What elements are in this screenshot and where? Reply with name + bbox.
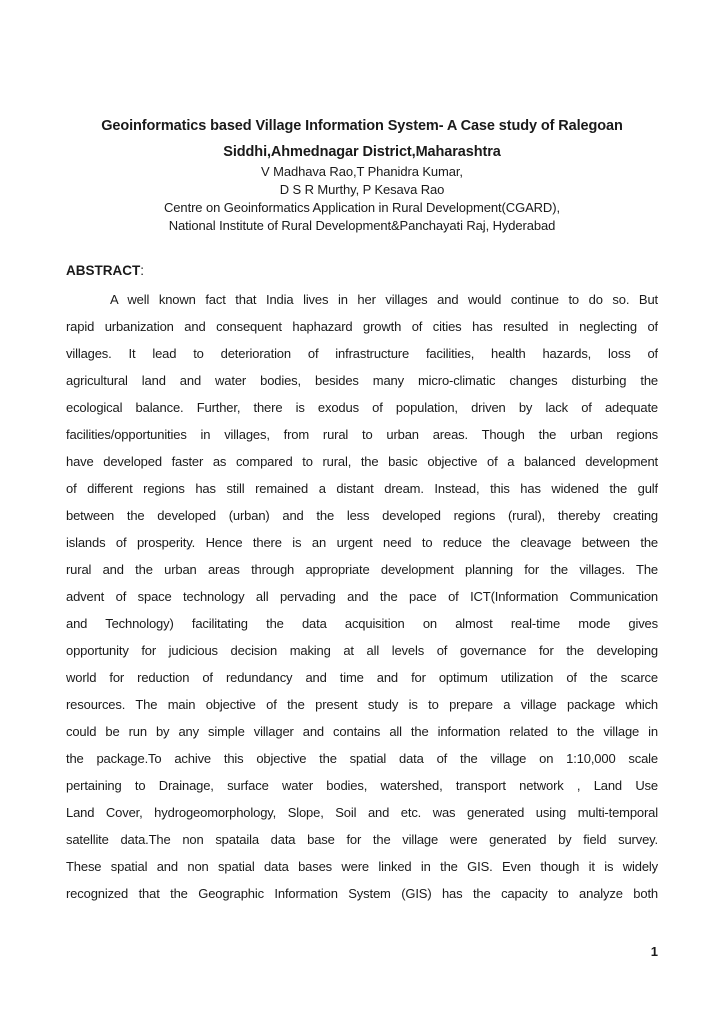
abstract-line: opportunity for judicious decision making at all levels of governance for the developing	[66, 643, 658, 658]
abstract-line: of different regions has still remained a distant dream. Instead, this has widened the gulf	[66, 481, 658, 496]
abstract-line: facilities/opportunities in villages, from rural to urban areas. Though the urban regions	[66, 427, 658, 442]
abstract-line: These spatial and non spatial data bases were linked in the GIS. Even though it is widely	[66, 859, 658, 874]
abstract-line: satellite data.The non spataila data base for the village were generated by field survey.	[66, 832, 658, 847]
abstract-line: rural and the urban areas through appropriate development planning for the villages. The	[66, 562, 658, 577]
abstract-line: resources. The main objective of the present study is to prepare a village package which	[66, 697, 658, 712]
byline-block	[66, 163, 658, 235]
abstract-heading-label: ABSTRACT	[66, 263, 141, 278]
abstract-line: have developed faster as compared to rural, the basic objective of a balanced development	[66, 454, 658, 469]
abstract-line: world for reduction of redundancy and time and for optimum utilization of the scarce	[66, 670, 658, 685]
authors-line-1: V Madhava Rao,T Phanidra Kumar,	[261, 164, 463, 179]
abstract-line: could be run by any simple villager and contains all the information related to the village in	[66, 724, 658, 739]
abstract-line: A well known fact that India lives in her villages and would continue to do so. But	[110, 292, 658, 307]
authors-line-2: D S R Murthy, P Kesava Rao	[279, 182, 445, 197]
abstract-heading-colon: :	[140, 263, 145, 278]
abstract-line: recognized that the Geographic Information System (GIS) has the capacity to analyze both	[66, 886, 658, 901]
abstract-line: advent of space technology all pervading and the pace of ICT(Information Communication	[66, 589, 658, 604]
paper-title	[66, 113, 658, 165]
abstract-line: between the developed (urban) and the less developed regions (rural), thereby creating	[66, 508, 658, 523]
abstract-line: agricultural land and water bodies, besides many micro-climatic changes disturbing the	[66, 373, 658, 388]
abstract-line: islands of prosperity. Hence there is an urgent need to reduce the cleavage between the	[66, 535, 658, 550]
abstract-paragraph	[66, 286, 658, 907]
abstract-line: Land Cover, hydrogeomorphology, Slope, Soil and etc. was generated using multi-temporal	[66, 805, 658, 820]
affiliation-line-2: National Institute of Rural Development&Panchayati Raj, Hyderabad	[168, 218, 556, 233]
abstract-line: rapid urbanization and consequent haphazard growth of cities has resulted in neglecting of	[66, 319, 658, 334]
page-number: 1	[650, 944, 658, 959]
abstract-line: the package.To achive this objective the spatial data of the village on 1:10,000 scale	[66, 751, 658, 766]
abstract-line: pertaining to Drainage, surface water bodies, watershed, transport network , Land Use	[66, 778, 658, 793]
abstract-line: villages. It lead to deterioration of infrastructure facilities, health hazards, loss of	[66, 346, 658, 361]
abstract-line: ecological balance. Further, there is exodus of population, driven by lack of adequate	[66, 400, 658, 415]
paper-title-line-1: Geoinformatics based Village Information System- A Case study of Ralegoan	[101, 118, 623, 134]
abstract-heading	[66, 262, 658, 280]
paper-title-line-2: Siddhi,Ahmednagar District,Maharashtra	[223, 144, 501, 160]
abstract-line: and Technology) facilitating the data acquisition on almost real-time mode gives	[66, 616, 658, 631]
affiliation-line-1: Centre on Geoinformatics Application in Rural Development(CGARD),	[164, 200, 560, 215]
